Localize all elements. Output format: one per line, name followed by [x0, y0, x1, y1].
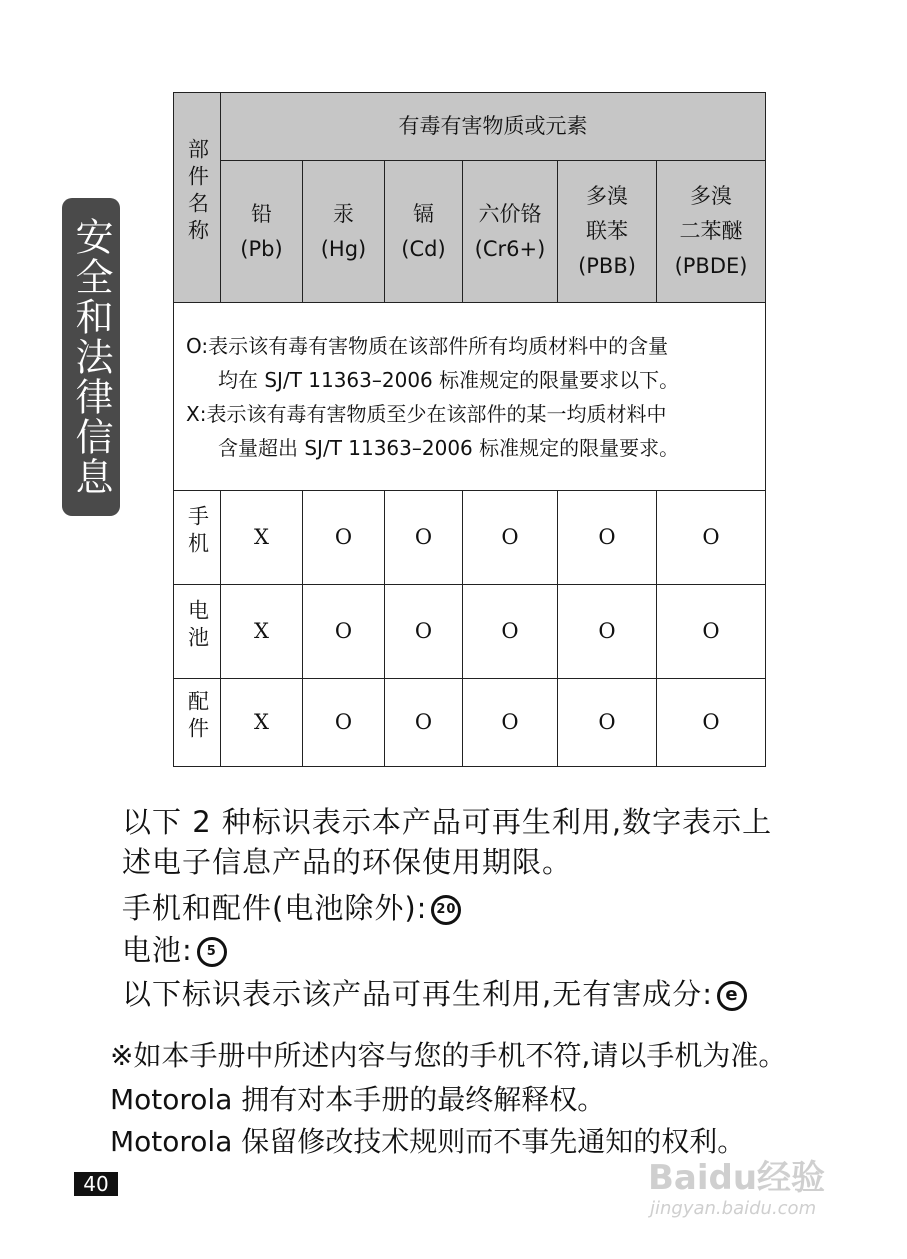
table-cell: O: [385, 491, 463, 585]
column-header-pbde: 多溴 二苯醚 (PBDE): [657, 161, 766, 303]
table-cell: O: [657, 679, 766, 767]
hazardous-substances-table: [173, 92, 766, 767]
disclaimer-line: Motorola 保留修改技术规则而不事先通知的权利。: [110, 1125, 746, 1158]
table-cell: O: [657, 585, 766, 679]
battery-line: 电池: 5: [122, 930, 227, 970]
table-cell: O: [385, 585, 463, 679]
section-side-tab-label: 安全和法律信息: [69, 217, 113, 497]
table-cell: O: [463, 491, 558, 585]
table-cell: O: [303, 679, 385, 767]
row-part-name: 电池: [174, 585, 221, 679]
disclaimer-line: Motorola 拥有对本手册的最终解释权。: [110, 1083, 606, 1116]
table-cell: O: [385, 679, 463, 767]
note-line: X:表示该有毒有害物质至少在该部件的某一均质材料中: [186, 401, 667, 426]
table-cell: O: [558, 585, 657, 679]
no-hazard-line: 以下标识表示该产品可再生利用,无有害成分: e: [122, 974, 747, 1014]
table-row: [174, 585, 766, 679]
recycle-text-line: 述电子信息产品的环保使用期限。: [122, 845, 573, 879]
column-header-cr6: 六价铬 (Cr6+): [463, 161, 558, 303]
epup-5-icon: 5: [197, 937, 227, 967]
table-cell: O: [558, 491, 657, 585]
table-cell: X: [221, 585, 303, 679]
column-header-cd: 镉 (Cd): [385, 161, 463, 303]
section-side-tab: [62, 198, 120, 516]
disclaimer-line: ※如本手册中所述内容与您的手机不符,请以手机为准。: [110, 1039, 787, 1072]
recycle-text-line: 以下 2 种标识表示本产品可再生利用,数字表示上: [122, 805, 773, 839]
part-name-header: 部件名称: [174, 93, 221, 303]
epup-20-icon: 20: [431, 895, 461, 925]
table-cell: X: [221, 491, 303, 585]
table-cell: O: [303, 585, 385, 679]
note-line: O:表示该有毒有害物质在该部件所有均质材料中的含量: [186, 333, 669, 358]
table-row: [174, 491, 766, 585]
watermark-logo: Baidu经验: [648, 1158, 826, 1198]
table-cell: O: [303, 491, 385, 585]
column-header-pbb: 多溴 联苯 (PBB): [558, 161, 657, 303]
table-cell: O: [657, 491, 766, 585]
substance-group-header: 有毒有害物质或元素: [221, 93, 766, 161]
row-part-name: 手机: [174, 491, 221, 585]
green-e-icon: e: [717, 981, 747, 1011]
table-cell: O: [463, 679, 558, 767]
legend-notes: [174, 303, 766, 491]
table-cell: O: [463, 585, 558, 679]
table-cell: O: [558, 679, 657, 767]
watermark-url: jingyan.baidu.com: [650, 1198, 817, 1219]
row-part-name: 配件: [174, 679, 221, 767]
column-header-pb: 铅 (Pb): [221, 161, 303, 303]
table-cell: X: [221, 679, 303, 767]
note-line: 含量超出 SJ/T 11363–2006 标准规定的限量要求。: [218, 435, 680, 460]
phone-accessory-line: 手机和配件(电池除外): 20: [122, 888, 461, 928]
column-header-hg: 汞 (Hg): [303, 161, 385, 303]
note-line: 均在 SJ/T 11363–2006 标准规定的限量要求以下。: [218, 367, 680, 392]
page-number: 40: [74, 1172, 118, 1196]
table-row: [174, 679, 766, 767]
